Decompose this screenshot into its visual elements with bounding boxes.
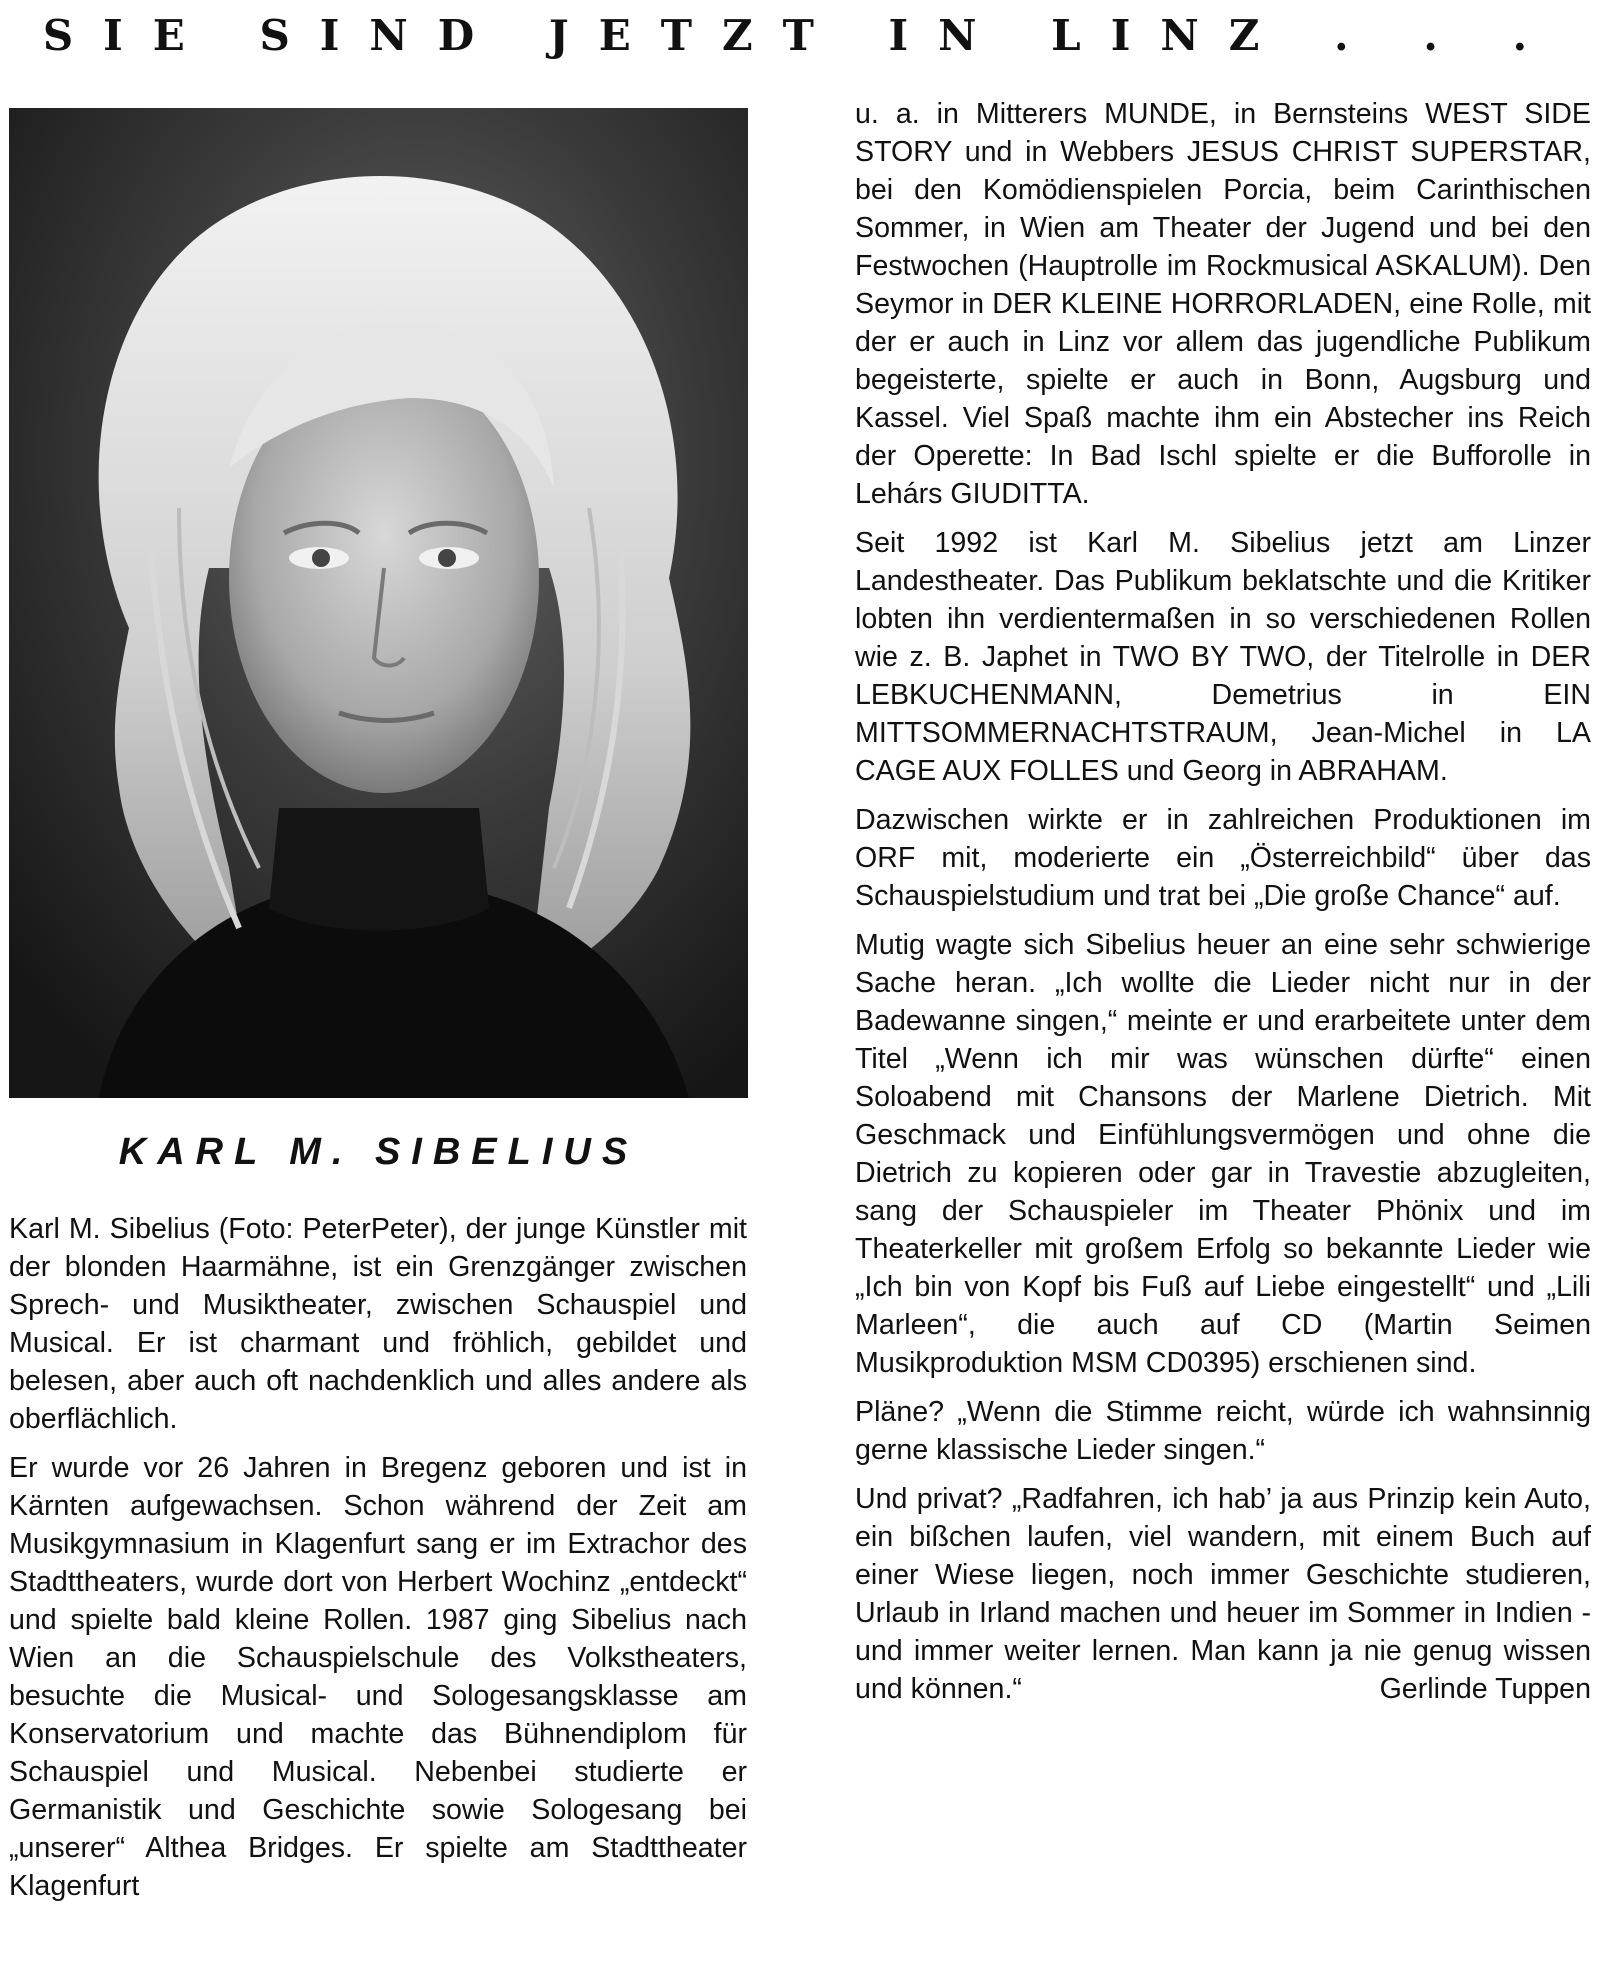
paragraph: Er wurde vor 26 Jahren in Bregenz geboren und ist in Kärnten aufgewachsen. Schon während der Zeit am Musikgymnasium in Klagenfurt sang er im Extrachor des Stadttheaters, wurde dort von Herbert Wochinz „entdeckt“ und spielte bald kleine Rollen. 1987 ging Sibelius nach Wien an die Schauspielschule des Volkstheaters, besuchte die Musical- und Sologesangsklasse am Konservatorium und machte das Bühnendiplom für Schauspiel und Musical. Nebenbei studierte er Germanistik und Geschichte sowie Sologesang bei „unserer“ Althea Bridges. Er spielte am Stadttheater Klagenfurt [9, 1452, 747, 1902]
page-headline: SIE SIND JETZT IN LINZ . . . [42, 11, 1558, 60]
paragraph: Dazwischen wirkte er in zahlreichen Produktionen im ORF mit, moderierte ein „Österreichbild“ über das Schauspielstudium und trat bei „Die große Chance“ auf. [855, 804, 1591, 912]
caption-name: KARL M. SIBELIUS [118, 1131, 639, 1173]
portrait-photo-icon [9, 108, 748, 1098]
paragraph: u. a. in Mitterers MUNDE, in Bernsteins WEST SIDE STORY und in Webbers JESUS CHRIST SUPERSTAR, bei den Komödienspielen Porcia, beim Carinthischen Sommer, in Wien am Theater der Jugend und bei den Festwochen (Hauptrolle im Rockmusical ASKALUM). Den Seymor in DER KLEINE HORRORLADEN, eine Rolle, mit der er auch in Linz vor allem das jugendliche Publikum begeisterte, spielte er auch in Bonn, Augsburg und Kassel. Viel Spaß machte ihm ein Abstecher ins Reich der Operette: In Bad Ischl spielte er die Bufforolle in Lehárs GIUDITTA. [855, 98, 1591, 510]
paragraph: Pläne? „Wenn die Stimme reicht, würde ich wahnsinnig gerne klassische Lieder singen.“ [855, 1396, 1591, 1466]
paragraph: Karl M. Sibelius (Foto: PeterPeter), der junge Künstler mit der blonden Haarmähne, ist ein Grenzgänger zwischen Sprech- und Musiktheater, zwischen Schauspiel und Musical. Er ist charmant und fröhlich, gebildet und belesen, aber auch oft nachdenklich und alles andere als oberflächlich. [9, 1213, 747, 1435]
last-paragraph [855, 1480, 1591, 1708]
portrait-photo [9, 108, 748, 1098]
right-text-column [855, 95, 1591, 1719]
paragraph: Seit 1992 ist Karl M. Sibelius jetzt am Linzer Landestheater. Das Publikum beklatschte und die Kritiker lobten ihn verdientermaßen in so verschiedenen Rollen wie z. B. Japhet in TWO BY TWO, der Titelrolle in DER LEBKUCHENMANN, Demetrius in EIN MITTSOMMERNACHTSTRAUM, Jean-Michel in LA CAGE AUX FOLLES und Georg in ABRAHAM. [855, 527, 1591, 787]
author-signature: Gerlinde Tuppen [1379, 1673, 1591, 1705]
paragraph-text: Und privat? „Radfahren, ich hab’ ja aus Prinzip kein Auto, ein bißchen laufen, viel wandern, mit einem Buch auf einer Wiese liegen, noch immer Geschichte studieren, Urlaub in Irland machen und heuer im Sommer in Indien - und immer weiter lernen. Man kann ja nie genug wissen und können.“ [855, 1483, 1591, 1705]
left-text-column [9, 1210, 747, 1916]
paragraph: Mutig wagte sich Sibelius heuer an eine sehr schwierige Sache heran. „Ich wollte die Lieder nicht nur in der Badewanne singen,“ meinte er und erarbeitete unter dem Titel „Wenn ich mir was wünschen dürfte“ einen Soloabend mit Chansons der Marlene Dietrich. Mit Geschmack und Einfühlungsvermögen und ohne die Dietrich zu kopieren oder gar in Travestie abzugleiten, sang der Schauspieler im Theater Phönix und im Theaterkeller mit großem Erfolg so bekannte Lieder wie „Ich bin von Kopf bis Fuß auf Liebe eingestellt“ und „Lili Marleen“, die auch auf CD (Martin Seimen Musikproduktion MSM CD0395) erschienen sind. [855, 929, 1591, 1379]
